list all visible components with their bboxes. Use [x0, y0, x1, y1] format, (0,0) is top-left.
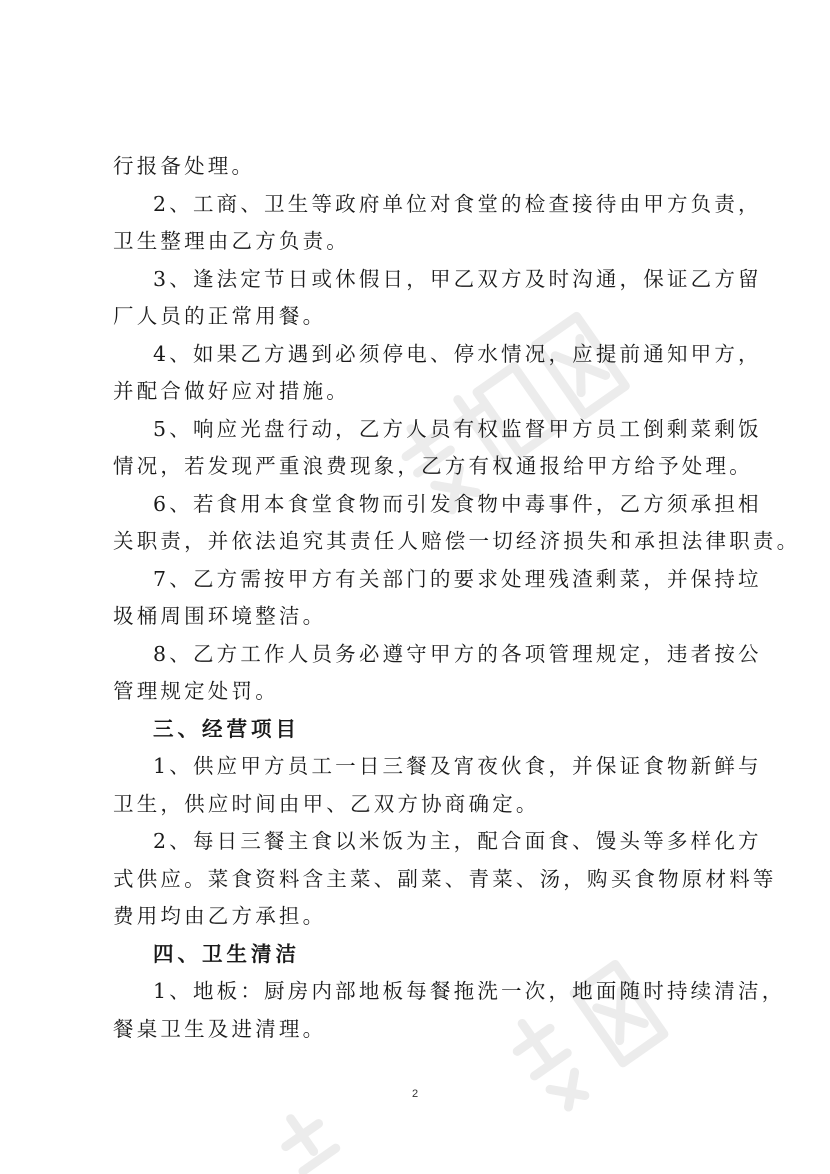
- paragraph-first-line: 8、乙方工作人员务必遵守甲方的各项管理规定，违者按公: [153, 641, 762, 666]
- paragraph-first-line: 1、地板：厨房内部地板每餐拖洗一次，地面随时持续清洁，: [153, 979, 786, 1003]
- paragraph-line: 管理规定处罚。: [113, 679, 279, 703]
- paragraph-line: 情况，若发现严重浪费现象，乙方有权通报给甲方给予处理。: [113, 454, 753, 478]
- paragraph-first-line: 2、工商、卫生等政府单位对食堂的检查接待由甲方负责，: [153, 191, 762, 216]
- paragraph-line: 并配合做好应对措施。: [113, 379, 350, 403]
- paragraph-line: 卫生整理由乙方负责。: [113, 229, 350, 253]
- paragraph-first-line: 1、供应甲方员工一日三餐及宵夜伙食，并保证食物新鲜与: [153, 754, 762, 778]
- paragraph-line: 行报备处理。: [113, 154, 256, 178]
- paragraph-first-line: 7、乙方需按甲方有关部门的要求处理残渣剩菜，并保持垃: [153, 566, 762, 591]
- paragraph-line: 餐桌卫生及进清理。: [113, 1016, 327, 1041]
- paragraph-line: 圾桶周围环境整洁。: [113, 604, 327, 628]
- paragraph-first-line: 4、如果乙方遇到必须停电、停水情况，应提前通知甲方，: [153, 341, 762, 366]
- paragraph-first-line: 2、每日三餐主食以米饭为主，配合面食、馒头等多样化方: [153, 829, 762, 853]
- document-body: [113, 148, 801, 1048]
- paragraph-line: 式供应。菜食资料含主菜、副菜、青菜、汤，购买食物原材料等: [113, 866, 777, 891]
- section-heading: 三、经营项目: [153, 716, 300, 741]
- section-heading: 四、卫生清洁: [153, 941, 300, 966]
- paragraph-line: 厂人员的正常用餐。: [113, 304, 327, 328]
- paragraph-first-line: 6、若食用本食堂食物而引发食物中毒事件，乙方须承担相: [153, 491, 762, 516]
- paragraph-line: 关职责，并依法追究其责任人赔偿一切经济损失和承担法律职责。: [113, 529, 801, 553]
- paragraph-first-line: 5、响应光盘行动，乙方人员有权监督甲方员工倒剩菜剩饭: [153, 416, 762, 441]
- paragraph-first-line: 3、逢法定节日或休假日，甲乙双方及时沟通，保证乙方留: [153, 266, 762, 291]
- page-number: 2: [411, 1088, 419, 1100]
- paragraph-line: 卫生，供应时间由甲、乙双方协商确定。: [113, 791, 540, 816]
- paragraph-line: 费用均由乙方承担。: [113, 904, 327, 928]
